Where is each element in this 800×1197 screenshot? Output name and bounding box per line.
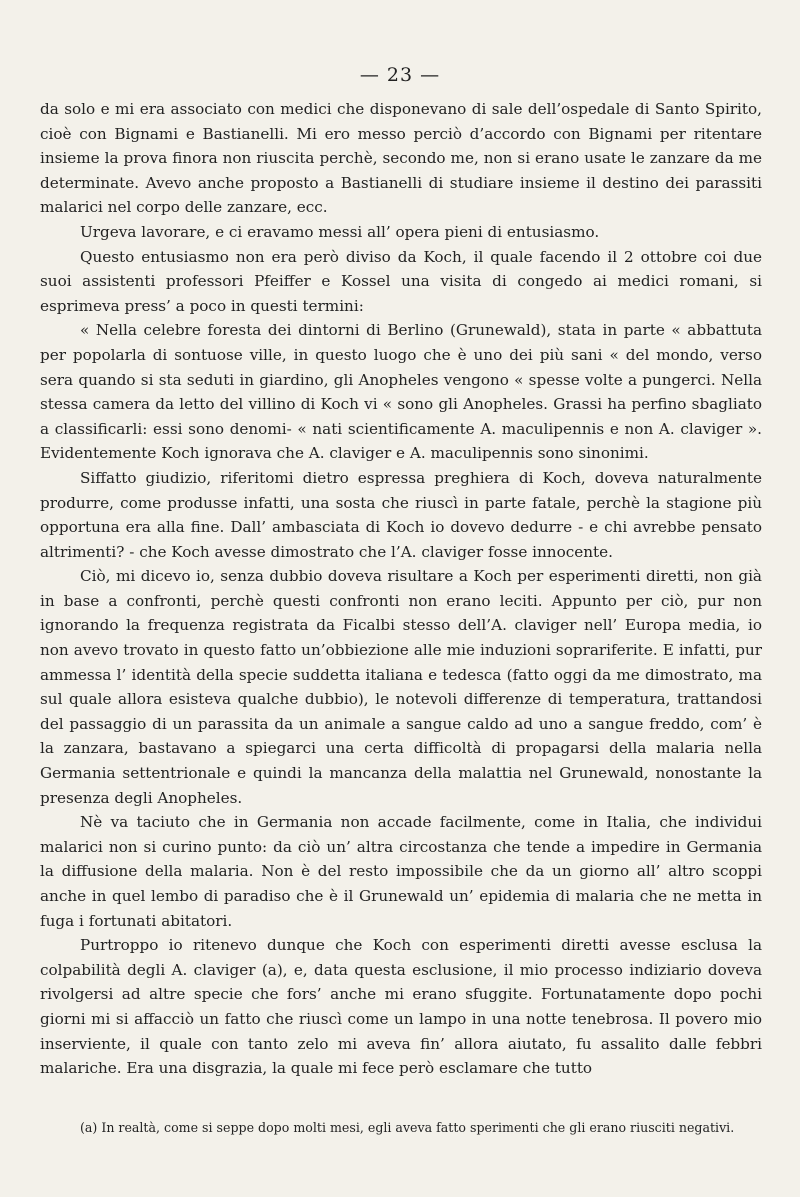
paragraph-1: da solo e mi era associato con medici che disponevano di sale dell’ospedale di Santo Spirito, cioè con Bignami e Bastianelli. Mi ero messo perciò d’accordo con Bignami per ritentare insieme la prova finora non riuscita perchè, secondo me, non si erano usate le zanzare da me determinate. Avevo anche proposto a Bastianelli di studiare insieme il destino dei parassiti malarici nel corpo delle zanzare, ecc. [40, 100, 762, 217]
page-number: — 23 — [359, 64, 441, 86]
paragraph-2: Urgeva lavorare, e ci eravamo messi all’ opera pieni di entusiasmo. [80, 222, 600, 241]
paragraph-5: Siffatto giudizio, riferitomi dietro espressa preghiera di Koch, doveva naturalmente produrre, come produsse infatti, una sosta che riuscì in parte fatale, perchè la stagione più opportuna era alla fine. Dall’ ambasciata di Koch io dovevo dedurre - e chi avrebbe pensato altrimenti? - che Koch avesse dimostrato che l’A. claviger fosse innocente. [40, 468, 762, 561]
quote-paragraph: « Nella celebre foresta dei dintorni di Berlino (Grunewald), stata in parte « abbattuta per popolarla di sontuose ville, in questo luogo che è uno dei più sani « del mondo, verso sera quando si sta seduti in giardino, gli Anopheles vengono « spesse volte a pungerci. Nella stessa camera da letto del villino di Koch vi « sono gli Anopheles. Grassi ha perfino sbagliato a classificarli: essi sono denomi- « nati scientificamente A. maculipennis e non A. claviger ». Evidentemente Koch ignorava che A. claviger e A. maculipennis sono sinonimi. [40, 321, 762, 463]
paragraph-7: Nè va taciuto che in Germania non accade facilmente, come in Italia, che individui malarici non si curino punto: da ciò un’ altra circostanza che tende a impedire in Germania la diffusione della malaria. Non è del resto impossibile che da un giorno all’ altro scoppi anche in quel lembo di paradiso che è il Grunewald un’ epidemia di malaria che ne metta in fuga i fortunati abitatori. [40, 813, 762, 930]
paragraph-6: Ciò, mi dicevo io, senza dubbio doveva risultare a Koch per esperimenti diretti, non già in base a confronti, perchè questi confronti non erano leciti. Appunto per ciò, pur non ignorando la frequenza registrata da Ficalbi stesso dell’A. claviger nell’ Europa media, io non avevo trovato in questo fatto un’obbiezione alle mie induzioni soprariferite. E infatti, pur ammessa l’ identità della specie suddetta italiana e tedesca (fatto oggi da me dimostrato, ma sul quale allora esisteva qualche dubbio), le notevoli differenze di temperatura, trattandosi del passaggio di un parassita da un animale a sangue caldo ad uno a sangue freddo, com’ è la zanzara, bastavano a spiegarci una certa difficoltà di propagarsi della malaria nella Germania settentrionale e quindi la mancanza della malattia nel Grunewald, nonostante la presenza degli Anopheles. [40, 567, 762, 807]
paragraph-3: Questo entusiasmo non era però diviso da Koch, il quale facendo il 2 ottobre coi due suoi assistenti professori Pfeiffer e Kossel una visita di congedo ai medici romani, si esprimeva press’ a poco in questi termini: [40, 247, 762, 315]
footnote: (a) In realtà, come si seppe dopo molti mesi, egli aveva fatto sperimenti che gli erano riusciti negativi. [80, 1120, 735, 1135]
paragraph-8: Purtroppo io ritenevo dunque che Koch con esperimenti diretti avesse esclusa la colpabilità degli A. claviger (a), e, data questa esclusione, il mio processo indiziario doveva rivolgersi ad altre specie che fors’ anche mi erano sfuggite. Fortunatamente dopo pochi giorni mi si affacciò un fatto che riuscì come un lampo in una notte tenebrosa. Il povero mio inserviente, il quale con tanto zelo mi aveva fin’ allora aiutato, fu assalito dalle febbri malariche. Era una disgrazia, la quale mi fece però esclamare che tutto [40, 936, 762, 1078]
body-text [40, 97, 762, 1081]
